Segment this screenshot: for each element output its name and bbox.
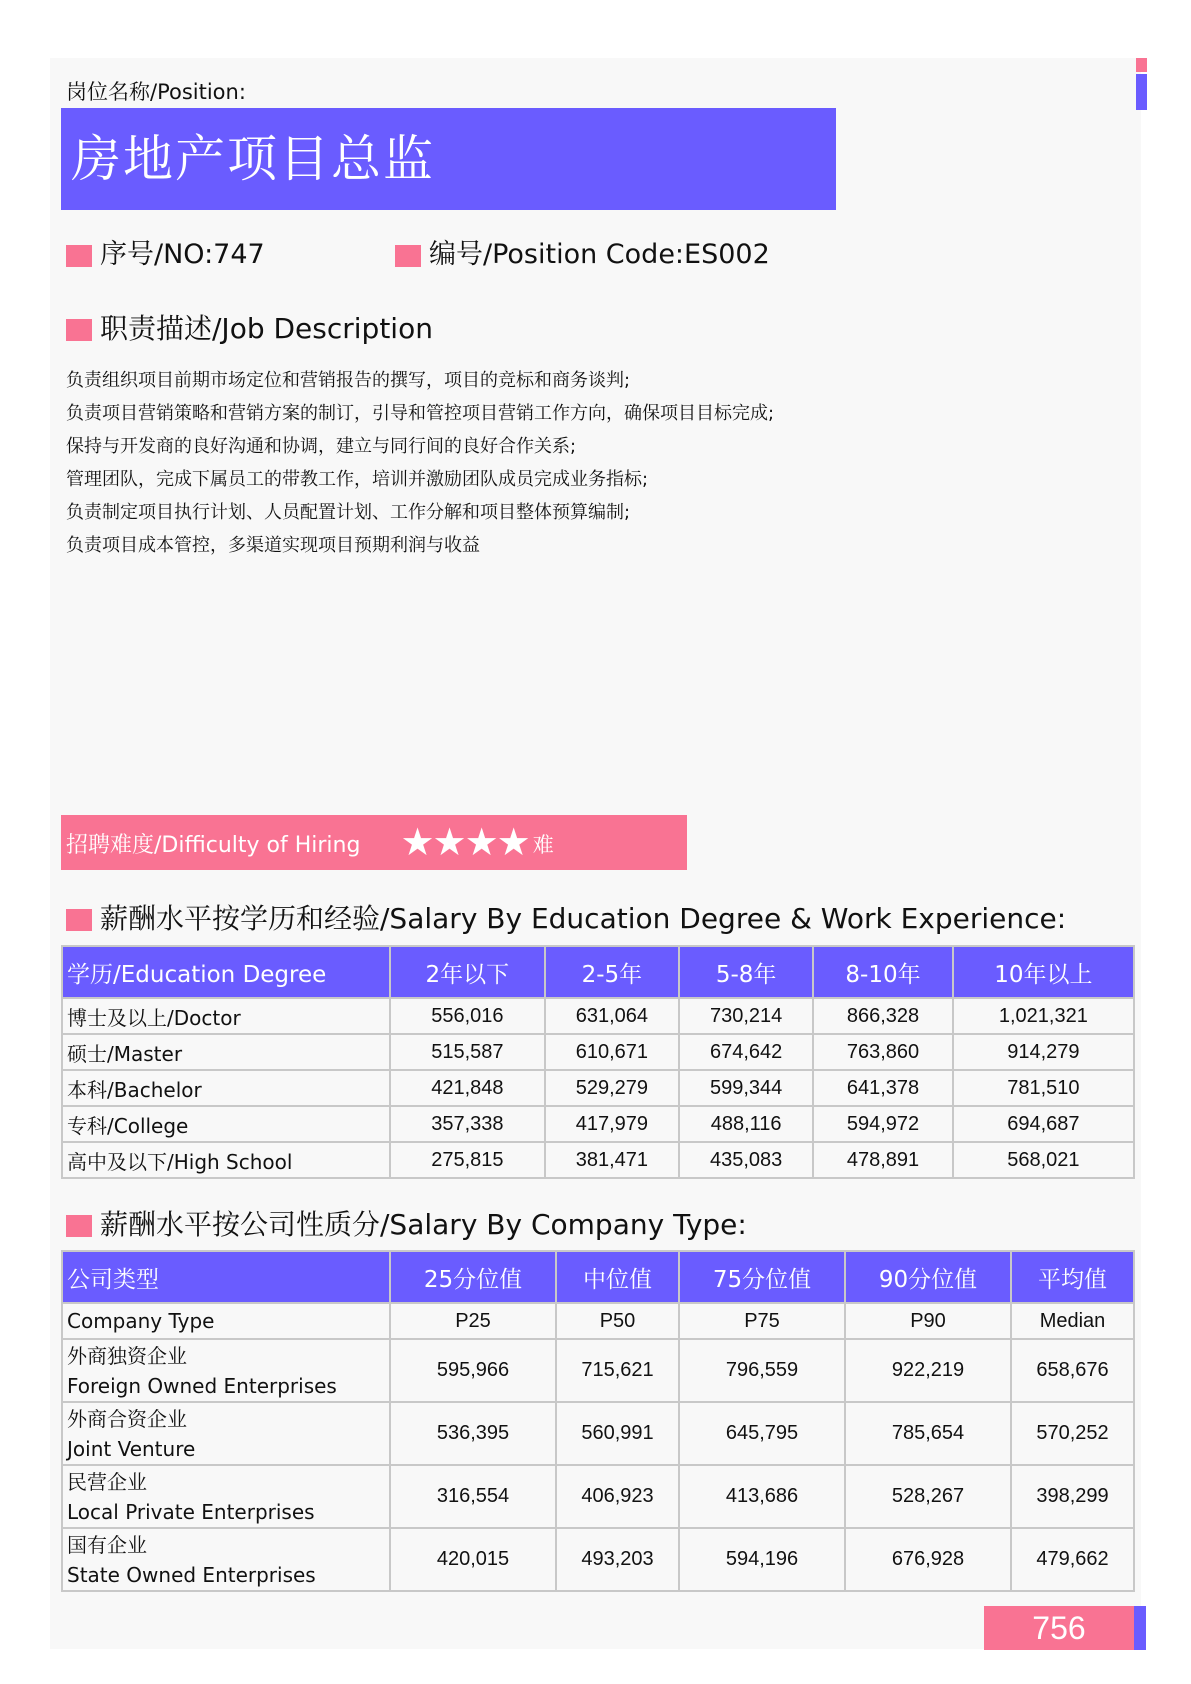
table-row — [62, 998, 1134, 1034]
table-cell: 631,064 — [545, 998, 679, 1034]
table-cell: 730,214 — [679, 998, 813, 1034]
table-cell: 515,587 — [390, 1034, 545, 1070]
table-row — [62, 1465, 1134, 1528]
table-cell: 高中及以下/High School — [62, 1142, 390, 1178]
table-row — [62, 1034, 1134, 1070]
list-item: 负责组织项目前期市场定位和营销报告的撰写，项目的竞标和商务谈判; — [66, 370, 631, 391]
table-cell: 外商合资企业 Joint Venture — [62, 1402, 390, 1465]
table-cell: 560,991 — [556, 1402, 679, 1465]
table-cell: 785,654 — [845, 1402, 1011, 1465]
table-cell: P90 — [845, 1303, 1011, 1339]
table-header-row — [62, 1251, 1134, 1303]
table-cell: 398,299 — [1011, 1465, 1134, 1528]
table-cell: 536,395 — [390, 1402, 556, 1465]
job-description-title: 职责描述/Job Description — [66, 307, 433, 347]
bullet-marker — [66, 1215, 92, 1237]
table-row — [62, 1106, 1134, 1142]
star-rating-icon: ★★★★ — [400, 820, 529, 864]
table-row — [62, 1070, 1134, 1106]
table-header-row — [62, 946, 1134, 998]
table-cell: 556,016 — [390, 998, 545, 1034]
position-code-text: 编号/Position Code:ES002 — [429, 239, 770, 270]
table-cell: 528,267 — [845, 1465, 1011, 1528]
table-cell: 381,471 — [545, 1142, 679, 1178]
page-number: 756 — [984, 1606, 1134, 1650]
table-cell: 796,559 — [679, 1339, 845, 1402]
table-cell: 民营企业 Local Private Enterprises — [62, 1465, 390, 1528]
table-cell: Median — [1011, 1303, 1134, 1339]
hiring-level: 难 — [532, 833, 554, 857]
serial-text: 序号/NO:747 — [100, 239, 265, 270]
company-salary-table — [61, 1250, 1135, 1592]
table-cell: 568,021 — [953, 1142, 1134, 1178]
table-cell: 博士及以上/Doctor — [62, 998, 390, 1034]
table-cell: 本科/Bachelor — [62, 1070, 390, 1106]
table-cell: 435,083 — [679, 1142, 813, 1178]
corner-mark — [1136, 58, 1147, 110]
table-cell: 421,848 — [390, 1070, 545, 1106]
table-cell: 外商独资企业 Foreign Owned Enterprises — [62, 1339, 390, 1402]
table-cell: 595,966 — [390, 1339, 556, 1402]
table-cell: 413,686 — [679, 1465, 845, 1528]
list-item: 负责项目营销策略和营销方案的制订，引导和管控项目营销工作方向，确保项目目标完成; — [66, 403, 775, 424]
table-header: 2-5年 — [545, 946, 679, 998]
bullet-marker — [66, 319, 92, 341]
list-item: 负责项目成本管控，多渠道实现项目预期利润与收益 — [66, 535, 480, 556]
table-cell: P75 — [679, 1303, 845, 1339]
table-cell: P25 — [390, 1303, 556, 1339]
table-cell: 694,687 — [953, 1106, 1134, 1142]
page-number-tab — [1134, 1606, 1146, 1650]
table-cell: 715,621 — [556, 1339, 679, 1402]
table-header: 2年以下 — [390, 946, 545, 998]
table-cell: 676,928 — [845, 1528, 1011, 1591]
table-header: 学历/Education Degree — [62, 946, 390, 998]
table-header: 10年以上 — [953, 946, 1134, 998]
table-cell: 599,344 — [679, 1070, 813, 1106]
table-cell: 866,328 — [813, 998, 953, 1034]
company-salary-title: 薪酬水平按公司性质分/Salary By Company Type: — [66, 1203, 747, 1243]
table-cell: 国有企业 State Owned Enterprises — [62, 1528, 390, 1591]
table-row — [62, 1402, 1134, 1465]
hiring-label: 招聘难度/Difficulty of Hiring — [66, 833, 361, 858]
table-cell: 493,203 — [556, 1528, 679, 1591]
table-header: 公司类型 — [62, 1251, 390, 1303]
hiring-difficulty-bar — [61, 815, 687, 870]
table-cell: 641,378 — [813, 1070, 953, 1106]
bullet-marker — [395, 245, 421, 267]
table-subheader-row — [62, 1303, 1134, 1339]
table-cell: 658,676 — [1011, 1339, 1134, 1402]
table-row — [62, 1528, 1134, 1591]
table-cell: 781,510 — [953, 1070, 1134, 1106]
table-cell: 479,662 — [1011, 1528, 1134, 1591]
position-code — [395, 232, 770, 271]
list-item: 保持与开发商的良好沟通和协调，建立与同行间的良好合作关系; — [66, 436, 577, 457]
table-cell: 420,015 — [390, 1528, 556, 1591]
table-cell: 275,815 — [390, 1142, 545, 1178]
table-cell: 594,972 — [813, 1106, 953, 1142]
table-cell: 570,252 — [1011, 1402, 1134, 1465]
table-cell: 406,923 — [556, 1465, 679, 1528]
table-header: 75分位值 — [679, 1251, 845, 1303]
list-item: 负责制定项目执行计划、人员配置计划、工作分解和项目整体预算编制; — [66, 502, 631, 523]
table-header: 平均值 — [1011, 1251, 1134, 1303]
bullet-marker — [66, 245, 92, 267]
table-header: 25分位值 — [390, 1251, 556, 1303]
job-description-list — [66, 364, 774, 562]
bullet-marker — [66, 909, 92, 931]
table-header: 5-8年 — [679, 946, 813, 998]
serial-number — [66, 232, 265, 271]
table-cell: 922,219 — [845, 1339, 1011, 1402]
table-cell: Company Type — [62, 1303, 390, 1339]
table-cell: 硕士/Master — [62, 1034, 390, 1070]
table-cell: 763,860 — [813, 1034, 953, 1070]
table-row — [62, 1142, 1134, 1178]
table-header: 8-10年 — [813, 946, 953, 998]
position-label: 岗位名称/Position: — [66, 80, 246, 104]
table-cell: 417,979 — [545, 1106, 679, 1142]
table-cell: 专科/College — [62, 1106, 390, 1142]
table-cell: 674,642 — [679, 1034, 813, 1070]
table-cell: 914,279 — [953, 1034, 1134, 1070]
education-salary-title: 薪酬水平按学历和经验/Salary By Education Degree & Work Experience: — [66, 897, 1066, 937]
list-item: 管理团队，完成下属员工的带教工作，培训并激励团队成员完成业务指标; — [66, 469, 649, 490]
table-cell: 316,554 — [390, 1465, 556, 1528]
table-header: 中位值 — [556, 1251, 679, 1303]
table-header: 90分位值 — [845, 1251, 1011, 1303]
table-cell: 610,671 — [545, 1034, 679, 1070]
education-salary-table — [61, 945, 1135, 1179]
table-row — [62, 1339, 1134, 1402]
table-cell: 645,795 — [679, 1402, 845, 1465]
table-cell: 357,338 — [390, 1106, 545, 1142]
table-cell: P50 — [556, 1303, 679, 1339]
table-cell: 1,021,321 — [953, 998, 1134, 1034]
table-cell: 594,196 — [679, 1528, 845, 1591]
table-cell: 478,891 — [813, 1142, 953, 1178]
table-cell: 488,116 — [679, 1106, 813, 1142]
table-cell: 529,279 — [545, 1070, 679, 1106]
job-title: 房地产项目总监 — [61, 108, 836, 210]
